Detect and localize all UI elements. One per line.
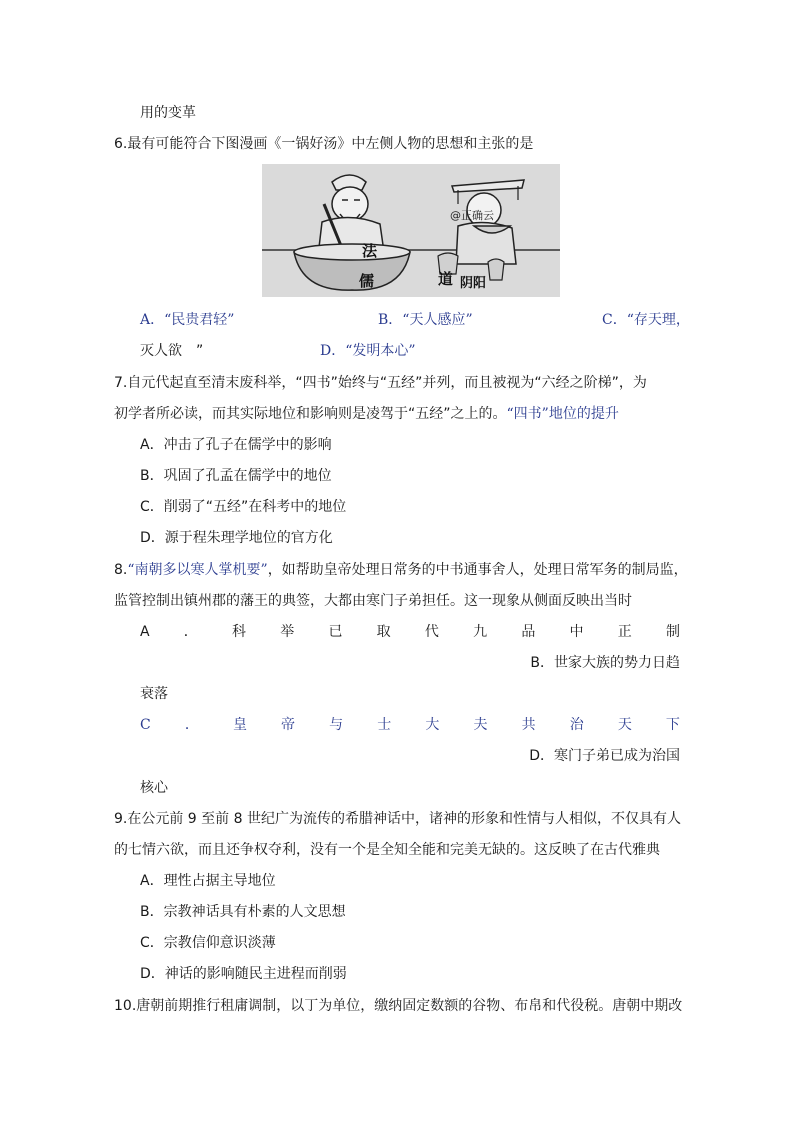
- q8-c-char: 治: [569, 717, 584, 733]
- q7-option-a[interactable]: A．冲击了孔子在儒学中的影响: [140, 437, 332, 453]
- q9-option-c[interactable]: C．宗教信仰意识淡薄: [140, 935, 276, 951]
- q8-option-d[interactable]: D．寒门子弟已成为治国: [529, 748, 680, 764]
- q8-option-a[interactable]: [140, 622, 680, 642]
- q8-stem-num: 8.: [114, 562, 128, 578]
- q8-c-char: 大: [425, 717, 440, 733]
- cartoon-drawing: [262, 164, 560, 297]
- q8-a-char: 举: [280, 624, 295, 640]
- q6-option-b[interactable]: B．“天人感应”: [378, 312, 473, 328]
- q8-option-b[interactable]: B．世家大族的势力日趋: [530, 655, 680, 671]
- q8-a-char: ．: [183, 624, 198, 640]
- cartoon-image: [262, 164, 560, 297]
- cartoon-watermark: @正确云: [450, 209, 494, 222]
- question-6-stem: 6.最有可能符合下图漫画《一锅好汤》中左侧人物的思想和主张的是: [114, 136, 534, 152]
- cartoon-label-ru: 儒: [359, 272, 375, 290]
- q6-option-a[interactable]: A．“民贵君轻”: [140, 312, 235, 328]
- cartoon-label-dao: 道: [438, 270, 454, 288]
- q8-c-char: 夫: [473, 717, 488, 733]
- question-8-stem-line1: [114, 560, 688, 580]
- question-8-stem-line2: 监管控制出镇州郡的藩王的典签，大都由寒门子弟担任。这一现象从侧面反映出当时: [114, 593, 632, 609]
- question-9-stem-line1: 9.在公元前 9 至前 8 世纪广为流传的希腊神话中，诸神的形象和性情与人相似，不仅具有人: [114, 811, 681, 827]
- q8-a-char: 品: [521, 624, 536, 640]
- cartoon-label-yinyang: 阴阳: [460, 276, 487, 291]
- q9-option-d[interactable]: D．神话的影响随民主进程而削弱: [140, 966, 347, 982]
- question-10-stem-line1: 10.唐朝前期推行租庸调制，以丁为单位，缴纳固定数额的谷物、布帛和代役税。唐朝中期改: [114, 998, 683, 1014]
- q8-option-c[interactable]: [140, 715, 680, 735]
- q8-c-char: 与: [329, 717, 344, 733]
- q8-a-char: 九: [473, 624, 488, 640]
- q8-c-char: 下: [665, 717, 680, 733]
- q8-a-char: 中: [569, 624, 584, 640]
- prev-question-tail: 用的变革: [140, 105, 196, 121]
- q8-a-char: 取: [376, 624, 391, 640]
- q9-option-a[interactable]: A．理性占据主导地位: [140, 873, 276, 889]
- q8-c-char: 共: [521, 717, 536, 733]
- q8-c-char: 帝: [281, 717, 296, 733]
- cartoon-label-fa: 法: [362, 242, 378, 260]
- q9-option-b[interactable]: B．宗教神话具有朴素的人文思想: [140, 904, 346, 920]
- q8-c-char: C: [140, 717, 151, 733]
- q6-option-c-cont: 灭人欲 ”: [140, 343, 204, 359]
- q8-stem-rest: ，如帮助皇帝处理日常务的中书通事舍人，处理日常军务的制局监，: [267, 562, 688, 578]
- q8-stem-quote: “南朝多以寒人掌机要”: [127, 562, 268, 578]
- q8-a-char: A: [140, 624, 150, 640]
- q7-stem-tail: “四书”地位的提升: [506, 406, 619, 422]
- q8-c-char: 士: [377, 717, 392, 733]
- q8-a-char: 代: [424, 624, 439, 640]
- question-7-stem-line1: 7.自元代起直至清末废科举，“四书”始终与“五经”并列，而且被视为“六经之阶梯”，为: [114, 375, 647, 391]
- question-9-stem-line2: 的七情六欲，而且还争权夺利，没有一个是全知全能和完美无缺的。这反映了在古代雅典: [114, 842, 660, 858]
- q8-c-char: 天: [617, 717, 632, 733]
- q6-option-d[interactable]: D．“发明本心”: [320, 343, 416, 359]
- q7-option-d[interactable]: D．源于程朱理学地位的官方化: [140, 530, 333, 546]
- q8-a-char: 正: [617, 624, 632, 640]
- q8-a-char: 科: [232, 624, 247, 640]
- q8-option-b-cont: 衰落: [140, 686, 168, 702]
- q8-c-char: ．: [184, 717, 199, 733]
- q8-option-d-cont: 核心: [140, 780, 168, 796]
- q8-a-char: 已: [328, 624, 343, 640]
- q7-option-b[interactable]: B．巩固了孔孟在儒学中的地位: [140, 468, 332, 484]
- q7-stem-main: 初学者所必读，而其实际地位和影响则是凌驾于“五经”之上的。: [114, 406, 507, 422]
- q8-c-char: 皇: [232, 717, 247, 733]
- q8-a-char: 制: [665, 624, 680, 640]
- q6-option-c[interactable]: C．“存天理，: [602, 312, 690, 328]
- question-7-stem-line2: [114, 404, 619, 424]
- q7-option-c[interactable]: C．削弱了“五经”在科考中的地位: [140, 499, 347, 515]
